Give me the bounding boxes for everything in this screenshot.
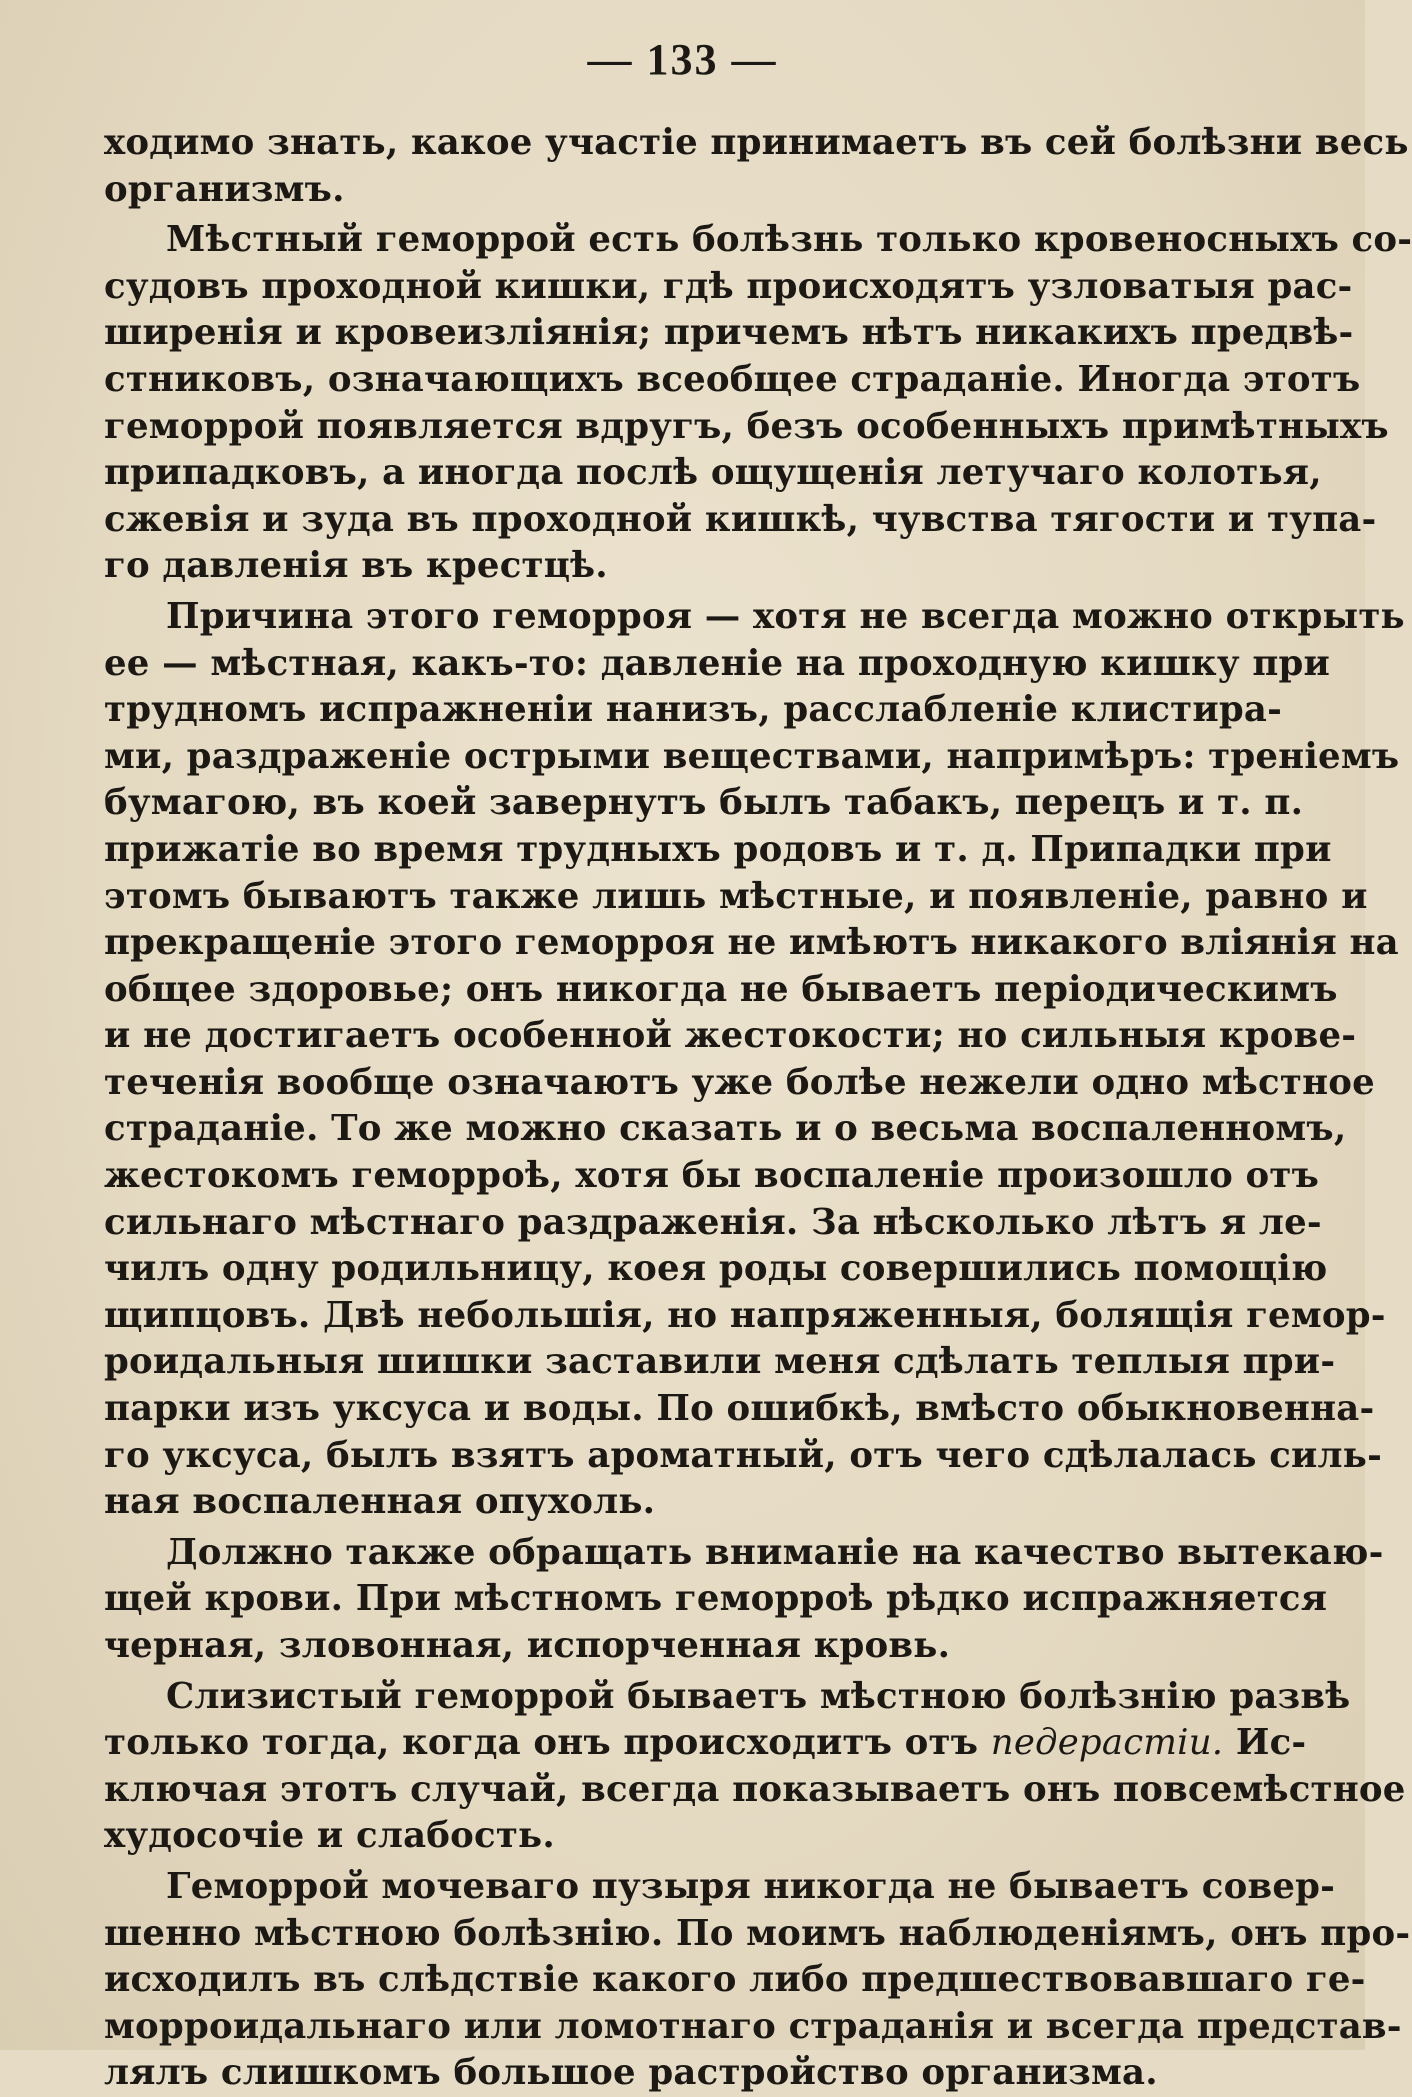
text-line: стниковъ, означающихъ всеобщее страданіе. Иногда этотъ — [104, 358, 1361, 400]
text-segment: Ис- — [1235, 1722, 1307, 1764]
text-line: Слизистый геморрой бываетъ мѣстною болѣзнію развѣ — [166, 1675, 1351, 1717]
text-line: роидальныя шишки заставили меня сдѣлать теплыя при- — [104, 1341, 1336, 1383]
text-line: сильнаго мѣстнаго раздраженія. За нѣсколько лѣтъ я ле- — [104, 1201, 1322, 1243]
text-line: исходилъ въ слѣдствіе какого либо предшествовавшаго ге- — [104, 1959, 1366, 2001]
text-line: го уксуса, былъ взятъ ароматный, отъ чего сдѣлалась силь- — [104, 1434, 1383, 1476]
text-line: трудномъ испражненіи нанизъ, расслабленіе клистира- — [104, 689, 1283, 731]
page-number: — 133 — — [587, 35, 778, 84]
text-line: судовъ проходной кишки, гдѣ происходятъ узловатыя рас- — [104, 265, 1353, 307]
paragraph — [104, 217, 1412, 590]
text-line: худосочіе и слабость. — [104, 1815, 555, 1857]
text-line: припадковъ, а иногда послѣ ощущенія летучаго колотья, — [104, 452, 1322, 494]
paragraph — [104, 1674, 1406, 1860]
text-line: жестокомъ геморроѣ, хотя бы воспаленіе произошло отъ — [104, 1155, 1320, 1197]
text-line: черная, зловонная, испорченная кровь. — [104, 1625, 951, 1666]
text-line: прекращеніе этого геморроя не имѣютъ никакого вліянія на — [104, 922, 1399, 964]
text-line: ширенія и кровеизлiянія; причемъ нѣтъ никакихъ предвѣ- — [104, 312, 1354, 354]
paragraph — [104, 594, 1405, 1526]
paragraph — [104, 1530, 1384, 1670]
paragraph — [104, 1864, 1411, 2097]
text-line: и не достигаетъ особенной жестокости; но сильныя крове- — [104, 1015, 1357, 1057]
text-line: шенно мѣстною болѣзнію. По моимъ наблюденіямъ, онъ про- — [104, 1912, 1411, 1954]
text-line: геморрой появляется вдругъ, безъ особенныхъ примѣтныхъ — [104, 405, 1389, 447]
paragraph — [104, 120, 1409, 213]
text-line: ми, раздраженіе острыми веществами, напримѣръ: треніемъ — [104, 735, 1400, 777]
body-text — [104, 120, 1412, 2097]
italic-term: педерастіи. — [990, 1722, 1224, 1764]
text-line: ходимо знать, какое участіе принимаетъ въ сей болѣзни весь — [104, 122, 1409, 163]
text-line: общее здоровье; онъ никогда не бываетъ періодическимъ — [104, 968, 1338, 1010]
text-line: прижатіе во время трудныхъ родовъ и т. д. Припадки при — [104, 828, 1332, 870]
text-line: го давленія въ крестцѣ. — [104, 545, 608, 587]
text-line: ее — мѣстная, какъ-то: давленіе на проходную кишку при — [104, 642, 1331, 684]
text-line: морроидальнаго или ломотнаго страданія и всегда представ- — [104, 2005, 1402, 2047]
text-line: теченія вообще означаютъ уже болѣе нежели одно мѣстное — [104, 1061, 1375, 1103]
text-line: ключая этотъ случай, всегда показываетъ онъ повсемѣстное — [104, 1768, 1406, 1810]
text-line: бумагою, въ коей завернутъ былъ табакъ, перецъ и т. п. — [104, 782, 1304, 824]
text-segment: только тогда, когда онъ происходитъ отъ — [104, 1722, 979, 1764]
text-line: Причина этого геморроя — хотя не всегда можно открыть — [166, 595, 1405, 637]
text-line: Должно также обращать вниманіе на качество вытекаю- — [166, 1531, 1384, 1573]
text-line-with-italic — [104, 1720, 1307, 1767]
text-line: Геморрой мочеваго пузыря никогда не бываетъ совер- — [166, 1865, 1336, 1907]
text-line: ная воспаленная опухоль. — [104, 1481, 656, 1523]
text-line: организмъ. — [104, 168, 345, 210]
text-line: лялъ слишкомъ большое растройство организма. — [104, 2052, 1158, 2094]
text-line: страданіе. То же можно сказать и о весьма воспаленномъ, — [104, 1108, 1347, 1150]
text-line: Мѣстный геморрой есть болѣзнь только кровеносныхъ со- — [166, 219, 1412, 261]
text-line: щипцовъ. Двѣ небольшія, но напряженныя, болящія гемор- — [104, 1294, 1386, 1336]
text-line: этомъ бываютъ также лишь мѣстные, и появленіе, равно и — [104, 875, 1368, 917]
text-line: парки изъ уксуса и воды. По ошибкѣ, вмѣсто обыкновенна- — [104, 1388, 1375, 1430]
text-line: щей крови. При мѣстномъ геморроѣ рѣдко испражняется — [104, 1578, 1328, 1620]
text-line: чилъ одну родильницу, коея роды совершились помощію — [104, 1248, 1328, 1290]
text-line: сжевія и зуда въ проходной кишкѣ, чувства тягости и тупа- — [104, 498, 1377, 540]
